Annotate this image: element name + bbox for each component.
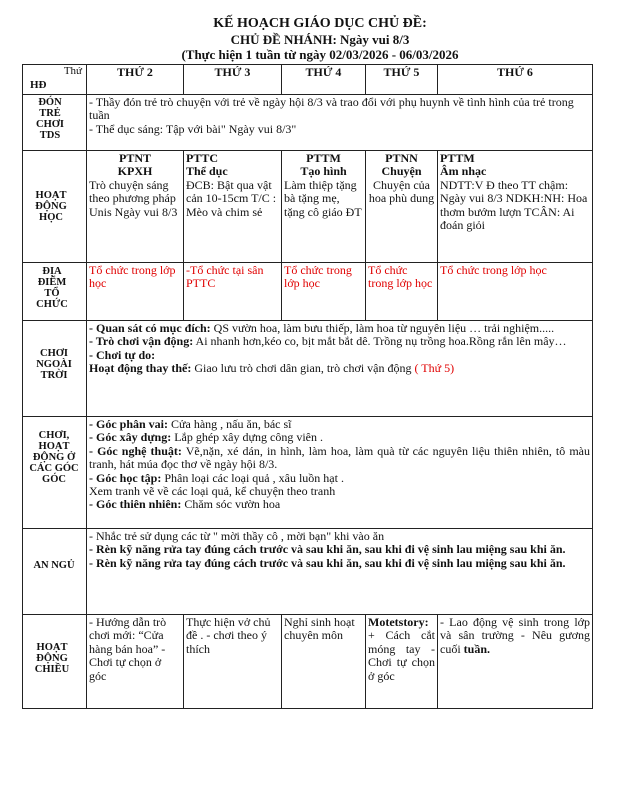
afternoon-cell <box>438 615 593 709</box>
don-tre-line: - Thầy đón trẻ trò chuyện với trẻ về ngày hội 8/3 và trao đổi với phụ huynh về tình hình của trẻ trong tuần <box>89 95 574 123</box>
lesson-plan-table <box>86 64 593 709</box>
row-label-hoat-dong-hoc: HOẠT ĐỘNG HỌC <box>35 190 67 223</box>
an-ngu-cell <box>87 529 593 615</box>
day-header: THỨ 5 <box>366 65 438 95</box>
afternoon-text-bold: tuần. <box>463 641 491 656</box>
goc-tn-text: Chăm sóc vườn hoa <box>181 497 281 512</box>
don-tre-line: - Thể dục sáng: Tập với bài" Ngày vui 8/3" <box>89 121 297 136</box>
ht-note: ( Thứ 5) <box>414 361 455 376</box>
don-tre-cell <box>87 95 593 151</box>
ngoai-troi-cell <box>87 321 593 417</box>
lesson-subject: KPXH <box>117 164 153 179</box>
qs-label: - Quan sát có mục đích: <box>89 321 211 335</box>
day-header: THỨ 3 <box>184 65 282 95</box>
goc-ht-text: Phân loại các loại quả , xâu luồn hạt . <box>161 470 344 485</box>
row-label-column <box>22 64 87 708</box>
hoat-dong-hoc-row <box>87 151 593 263</box>
location-cell: Tổ chức trong lớp học <box>438 263 593 321</box>
lesson-text: ĐCB: Bật qua vật cản 10-15cm T/C : Mèo và chim sẻ <box>186 177 277 219</box>
choi-goc-row <box>87 417 593 529</box>
afternoon-text: - Hướng dẫn trò chơi mới: “Cửa hàng bán hoa” -Chơi tự chọn ở góc <box>89 615 167 683</box>
an-ngu-line: - Rèn kỹ năng rửa tay đúng cách trước và sau khi ăn, sau khi đi vệ sinh lau miệng sau khi ăn. <box>89 542 566 557</box>
lesson-code: PTNT <box>118 151 151 165</box>
row-label-dia-diem: ĐỊA ĐIỂM TỔ CHỨC <box>36 266 68 310</box>
row-label-choi-ngoai-troi: CHƠI NGOÀI TRỜI <box>36 348 72 381</box>
lesson-cell <box>438 151 593 263</box>
goc-nt-text: Vẽ,nặn, xé dán, in hình, làm hoa, làm quà từ các nguyên liệu thiên nhiên, tô màu tranh, hát múa đọc thơ về ngày hội 8/3. <box>89 443 590 472</box>
qs-text: QS vườn hoa, làm bưu thiếp, làm hoa từ nguyên liệu … trải nghiệm..... <box>210 321 555 335</box>
ht-label: Hoạt động thay thế: <box>89 361 192 376</box>
lesson-cell <box>282 151 366 263</box>
lesson-text: Làm thiệp tặng bà tặng mẹ, tặng cô giáo ĐT <box>284 177 362 219</box>
chieu-row <box>87 615 593 709</box>
row-label-choi-goc: CHƠI, HOẠT ĐỘNG Ở CÁC GÓC GÓC <box>29 430 79 485</box>
tc-label: - Trò chơi vận động: <box>89 334 194 349</box>
ctd-label: - Chơi tự do: <box>89 347 156 362</box>
lesson-code: PTTC <box>186 151 219 165</box>
lesson-code: PTNN <box>385 151 418 165</box>
an-ngu-line: - Rèn kỹ năng rửa tay đúng cách trước và sau khi ăn, sau khi đi vệ sinh lau miệng sau khi ăn. <box>89 555 566 570</box>
dia-diem-row <box>87 263 593 321</box>
afternoon-cell <box>184 615 282 709</box>
goc-ht-text2: Xem tranh vẽ về các loại quả, kể chuyện theo tranh <box>89 484 336 499</box>
lesson-subject: Chuyện <box>381 164 422 179</box>
row-label-an-ngu: AN NGỦ <box>33 560 75 571</box>
afternoon-cell <box>87 615 184 709</box>
row-label-hoat-dong-chieu: HOẠT ĐỘNG CHIỀU <box>34 642 70 675</box>
day-header: THỨ 2 <box>87 65 184 95</box>
afternoon-text: Nghỉ sinh hoạt chuyên môn <box>284 615 355 643</box>
location-cell: Tổ chức trong lớp học <box>282 263 366 321</box>
an-ngu-line: - Nhắc trẻ sử dụng các từ " mời thầy cô , mời bạn" khi vào ăn <box>89 529 385 543</box>
ht-text: Giao lưu trò chơi dân gian, trò chơi vận động <box>191 361 415 376</box>
lesson-code: PTTM <box>440 151 475 165</box>
lesson-text: NDTT:V Đ theo TT chậm: Ngày vui 8/3 NDKH:NH: Hoa thơm bướm lượn TCÂN: Ai đoán giỏi <box>440 177 588 233</box>
choi-goc-cell <box>87 417 593 529</box>
plan-subtitle: CHỦ ĐỀ NHÁNH: Ngày vui 8/3 <box>230 32 410 47</box>
day-header: THỨ 4 <box>282 65 366 95</box>
day-header: THỨ 6 <box>438 65 593 95</box>
goc-ht-label: - Góc học tập: <box>89 470 162 485</box>
lesson-cell <box>87 151 184 263</box>
lesson-text: Chuyện của hoa phù dung <box>368 177 435 206</box>
goc-pv-label: - Góc phân vai: <box>89 417 169 431</box>
plan-title: KẾ HOẠCH GIÁO DỤC CHỦ ĐỀ: <box>213 16 427 31</box>
goc-nt-label: - Góc nghệ thuật: <box>89 443 182 458</box>
don-tre-row <box>87 95 593 151</box>
goc-xd-label: - Góc xây dựng: <box>89 430 172 445</box>
tc-text: Ai nhanh hơn,kéo co, bịt mắt bắt dê. Trồng nụ trồng hoa.Rồng rắn lên mây… <box>193 334 567 349</box>
row-label-don-tre: ĐÓN TRẺ CHƠI TDS <box>35 97 64 141</box>
afternoon-cell <box>366 615 438 709</box>
location-cell: Tổ chức trong lớp học <box>87 263 184 321</box>
day-header-row <box>87 65 593 95</box>
lesson-cell <box>184 151 282 263</box>
lesson-code: PTTM <box>306 151 341 165</box>
corner-hd: HĐ <box>30 79 47 91</box>
lesson-text: Trò chuyện sáng theo phương pháp Unis Ngày vui 8/3 <box>89 177 178 219</box>
lesson-subject: Âm nhạc <box>440 164 487 179</box>
goc-pv-text: Cửa hàng , nấu ăn, bác sĩ <box>168 417 292 431</box>
corner-thu: Thứ <box>63 65 82 77</box>
goc-tn-label: - Góc thiên nhiên: <box>89 497 182 512</box>
ngoai-troi-row <box>87 321 593 417</box>
location-cell: Tổ chức trong lớp học <box>366 263 438 321</box>
plan-dates: (Thực hiện 1 tuần từ ngày 02/03/2026 - 06/03/2026 <box>181 47 459 62</box>
afternoon-cell <box>282 615 366 709</box>
lesson-cell <box>366 151 438 263</box>
afternoon-text: - Lao động vệ sinh trong lớp và sân trường - Nêu gương cuối <box>440 615 590 656</box>
lesson-subject: Tạo hình <box>300 164 347 179</box>
lesson-subject: Thể dục <box>186 164 228 179</box>
goc-xd-text: Lắp ghép xây dựng công viên . <box>171 430 324 445</box>
an-ngu-row <box>87 529 593 615</box>
afternoon-text: + Cách cắt móng tay - Chơi tự chọn ở góc <box>368 628 435 683</box>
afternoon-text: Thực hiện vở chủ đề . - chơi theo ý thích <box>186 615 271 656</box>
afternoon-title: Motetstory: <box>368 615 429 629</box>
location-cell: -Tổ chức tại sân PTTC <box>184 263 282 321</box>
